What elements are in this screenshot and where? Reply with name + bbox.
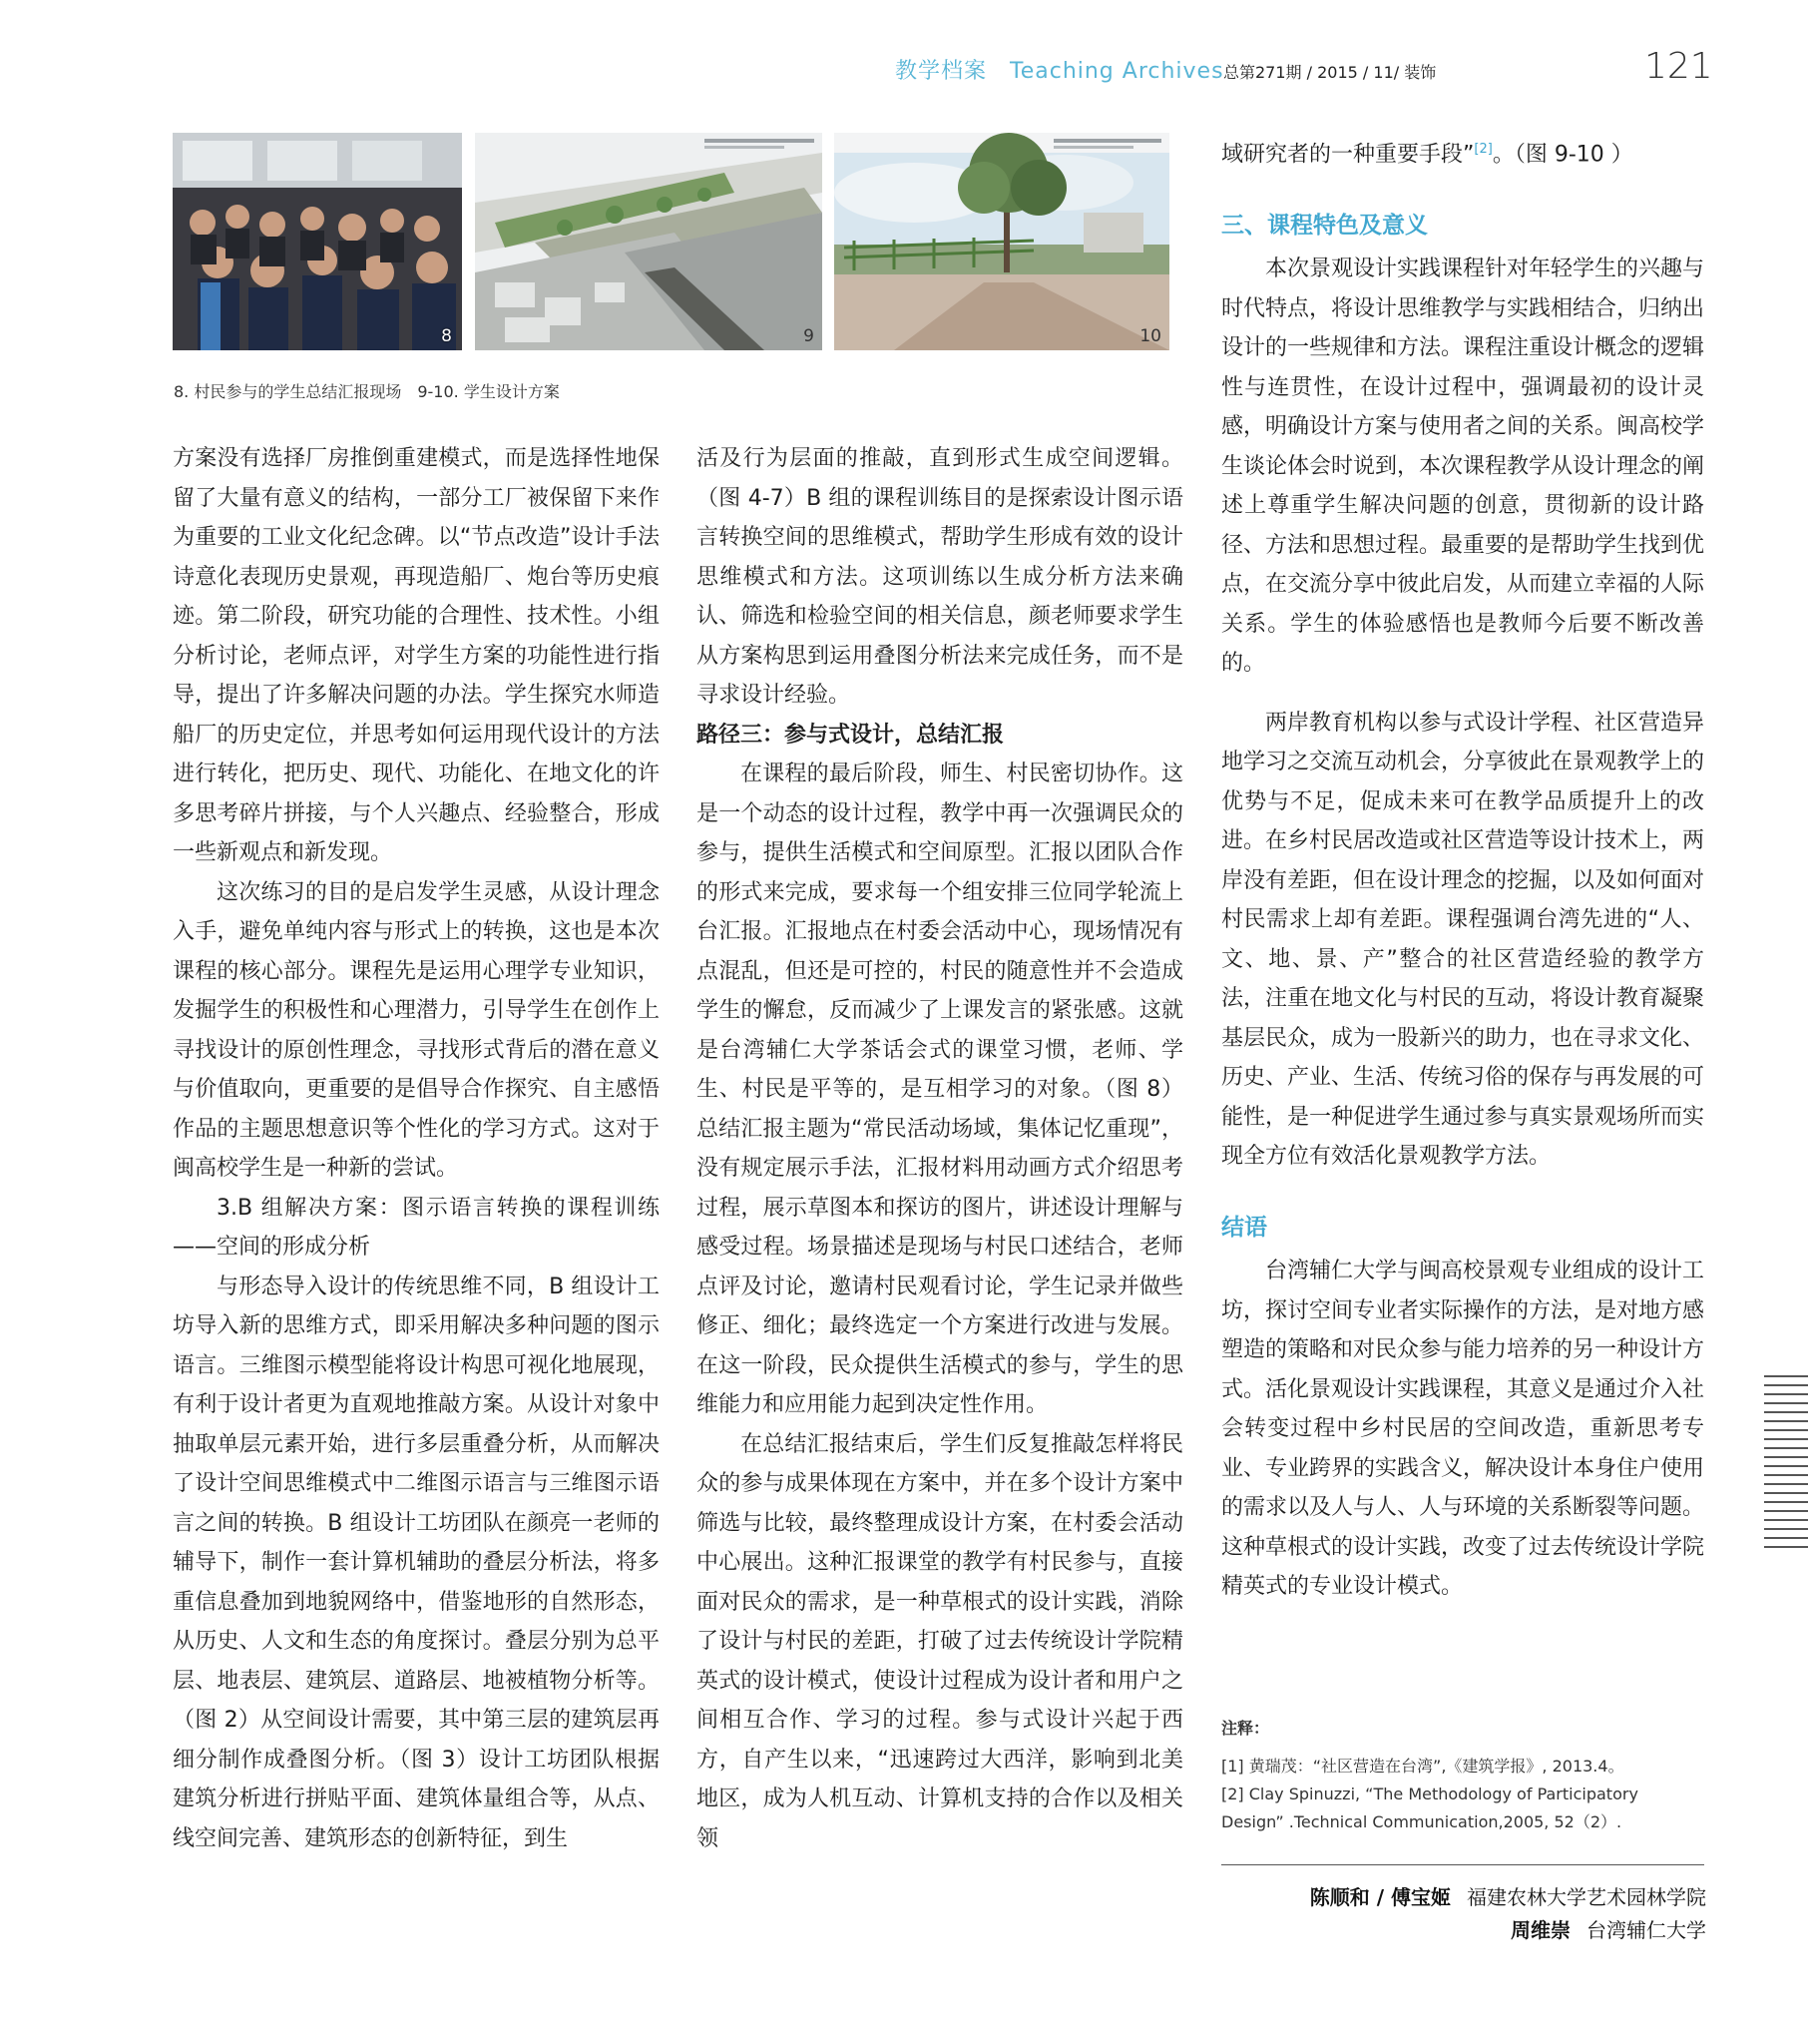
author-affiliation: 台湾辅仁大学 — [1586, 1918, 1706, 1942]
footnote-2: [2] Clay Spinuzzi, “The Methodology of Participatory Design” .Technical Communication,2005, 52（2）. — [1221, 1785, 1638, 1831]
body-column-3 — [1221, 130, 1704, 1607]
paragraph: 本次景观设计实践课程针对年轻学生的兴趣与时代特点，将设计思维教学与实践相结合，归纳出设计的一些规律和方法。课程注重设计概念的逻辑性与连贯性，在设计过程中，强调最初的设计灵感，明确设计方案与使用者之间的关系。闽高校学生谈论体会时说到，本次课程教学从设计理念的阐述上尊重学生解决问题的创意，贯彻新的设计路径、方法和思想过程。最重要的是帮助学生找到优点，在交流分享中彼此启发，从而建立幸福的人际关系。学生的体验感悟也是教师今后要不断改善的。 — [1221, 256, 1705, 677]
paragraph-text: 域研究者的一种重要手段” — [1221, 142, 1475, 168]
paragraph: 与形态导入设计的传统思维不同，B 组设计工坊导入新的思维方式，即采用解决多种问题的图示语言。三维图示模型能将设计构思可视化地展现，有利于设计者更为直观地推敲方案。从设计对象中抽取单层元素开始，进行多层重叠分析，从而解决了设计空间思维模式中二维图示语言与三维图示语言之间的转换。B 组设计工坊团队在颜亮一老师的辅导下，制作一套计算机辅助的叠层分析法，将多重信息叠加到地貌网络中，借鉴地形的自然形态，从历史、人文和生态的角度探讨。叠层分别为总平层、地表层、建筑层、道路层、地被植物分析等。（图 2）从空间设计需要，其中第三层的建筑层再细分制作成叠图分析。（图 3）设计工坊团队根据建筑分析进行拼贴平面、建筑体量组合等，从点、线空间完善、建筑形态的创新特征，到生 — [173, 1274, 660, 1851]
figure-9-number: 9 — [803, 326, 814, 346]
page-number: 121 — [1644, 46, 1713, 87]
author-line — [1247, 1914, 1706, 1947]
author-name: 周维崇 — [1511, 1918, 1571, 1942]
section-heading: 三、课程特色及意义 — [1221, 212, 1428, 239]
paragraph: 方案没有选择厂房推倒重建模式，而是选择性地保留了大量有意义的结构，一部分工厂被保留下来作为重要的工业文化纪念碑。以“节点改造”设计手法诗意化表现历史景观，再现造船厂、炮台等历史痕迹。第二阶段，研究功能的合理性、技术性。小组分析讨论，老师点评，对学生方案的功能性进行指导，提出了许多解决问题的办法。学生探究水师造船厂的历史定位，并思考如何运用现代设计的方法进行转化，把历史、现代、功能化、在地文化的许多思考碎片拼接，与个人兴趣点、经验整合，形成一些新观点和新发现。 — [173, 446, 660, 865]
footnotes — [1221, 1715, 1704, 1836]
footnotes-title: 注释： — [1221, 1719, 1270, 1738]
author-line — [1247, 1881, 1706, 1914]
figure-9-rendering — [475, 133, 822, 350]
subsection-heading: 路径三：参与式设计，总结汇报 — [696, 722, 1005, 748]
figure-caption: 8. 村民参与的学生总结汇报现场 9-10. 学生设计方案 — [174, 382, 560, 401]
author-name: 陈顺和 / 傅宝姬 — [1309, 1885, 1451, 1909]
section-heading: 结语 — [1221, 1214, 1267, 1241]
paragraph-text: 。（图 9-10 ） — [1492, 142, 1633, 168]
paragraph: 台湾辅仁大学与闽高校景观专业组成的设计工坊，探讨空间专业者实际操作的方法，是对地方感塑造的策略和对民众参与能力培养的另一种设计方式。活化景观设计实践课程，其意义是通过介入社会转变过程中乡村民居的空间改造，重新思考专业、专业跨界的实践含义，解决设计本身住户使用的需求以及人与人、人与环境的关系断裂等问题。这种草根式的设计实践，改变了过去传统设计学院精英式的专业设计模式。 — [1221, 1259, 1705, 1600]
paragraph: 在总结汇报结束后，学生们反复推敲怎样将民众的参与成果体现在方案中，并在多个设计方案中筛选与比较，最终整理成设计方案，在村委会活动中心展出。这种汇报课堂的教学有村民参与，直接面对民众的需求，是一种草根式的设计实践，消除了设计与村民的差距，打破了过去传统设计学院精英式的设计模式，使设计过程成为设计者和用户之间相互合作、学习的过程。参与式设计兴起于西方，自产生以来，“迅速跨过大西洋，影响到北美地区，成为人机互动、计算机支持的合作以及相关领 — [696, 1431, 1183, 1851]
paragraph: 两岸教育机构以参与式设计学程、社区营造异地学习之交流互动机会，分享彼此在景观教学上的优势与不足，促成未来可在教学品质提升上的改进。在乡村民居改造或社区营造等设计技术上，两岸没有差距，但在设计理念的挖掘，以及如何面对村民需求上却有差距。课程强调台湾先进的“人、文、地、景、产”整合的社区营造经验的教学方法，注重在地文化与村民的互动，将设计教育凝聚基层民众，成为一股新兴的助力，也在寻求文化、历史、产业、生活、传统习俗的保存与再发展的可能性，是一种促进学生通过参与真实景观场所而实现全方位有效活化景观教学方法。 — [1221, 710, 1705, 1170]
figure-10-rendering — [834, 133, 1169, 350]
edge-decoration — [1764, 1375, 1808, 1575]
subsection-heading: 3.B 组解决方案：图示语言转换的课程训练——空间的形成分析 — [173, 1195, 660, 1260]
divider — [1221, 1864, 1704, 1865]
body-column-2 — [696, 439, 1183, 1858]
running-header-section: 教学档案 Teaching Archives — [895, 59, 1224, 84]
paragraph — [1221, 130, 1704, 175]
paragraph: 活及行为层面的推敲，直到形式生成空间逻辑。（图 4-7）B 组的课程训练目的是探索设计图示语言转换空间的思维模式，帮助学生形成有效的设计思维模式和方法。这项训练以生成分析方法来确认、筛选和检验空间的相关信息，颜老师要求学生从方案构思到运用叠图分析法来完成任务，而不是寻求设计经验。 — [696, 446, 1183, 708]
figure-10-number: 10 — [1139, 326, 1161, 346]
figure-8-number: 8 — [441, 326, 452, 346]
footnote-1: [1] 黄瑞茂：“社区营造在台湾”,《建筑学报》, 2013.4。 — [1221, 1757, 1624, 1776]
author-block — [1247, 1881, 1706, 1947]
paragraph: 在课程的最后阶段，师生、村民密切协作。这是一个动态的设计过程，教学中再一次强调民众的参与，提供生活模式和空间原型。汇报以团队合作的形式来完成，要求每一个组安排三位同学轮流上台汇报。汇报地点在村委会活动中心，现场情况有点混乱，但还是可控的，村民的随意性并不会造成学生的懈怠，反而减少了上课发言的紧张感。这就是台湾辅仁大学茶话会式的课堂习惯，老师、学生、村民是平等的，是互相学习的对象。（图 8）总结汇报主题为“常民活动场域，集体记忆重现”，没有规定展示手法，汇报材料用动画方式介绍思考过程，展示草图本和探访的图片，讲述设计理解与感受过程。场景描述是现场与村民口述结合，老师点评及讨论，邀请村民观看讨论，学生记录并做些修正、细化；最终选定一个方案进行改进与发展。在这一阶段，民众提供生活模式的参与，学生的思维能力和应用能力起到决定性作用。 — [696, 762, 1183, 1417]
paragraph: 这次练习的目的是启发学生灵感，从设计理念入手，避免单纯内容与形式上的转换，这也是本次课程的核心部分。课程先是运用心理学专业知识，发掘学生的积极性和心理潜力，引导学生在创作上寻找设计的原创性理念，寻找形式背后的潜在意义与价值取向，更重要的是倡导合作探究、自主感悟作品的主题思想意识等个性化的学习方式。这对于闽高校学生是一种新的尝试。 — [173, 879, 660, 1181]
body-column-1 — [173, 439, 660, 1858]
running-header-issue: 总第271期 / 2015 / 11/ 装饰 — [1223, 63, 1437, 82]
author-affiliation: 福建农林大学艺术园林学院 — [1467, 1885, 1706, 1909]
citation-marker[interactable]: [2] — [1474, 142, 1493, 157]
figure-8-photo — [173, 133, 462, 350]
